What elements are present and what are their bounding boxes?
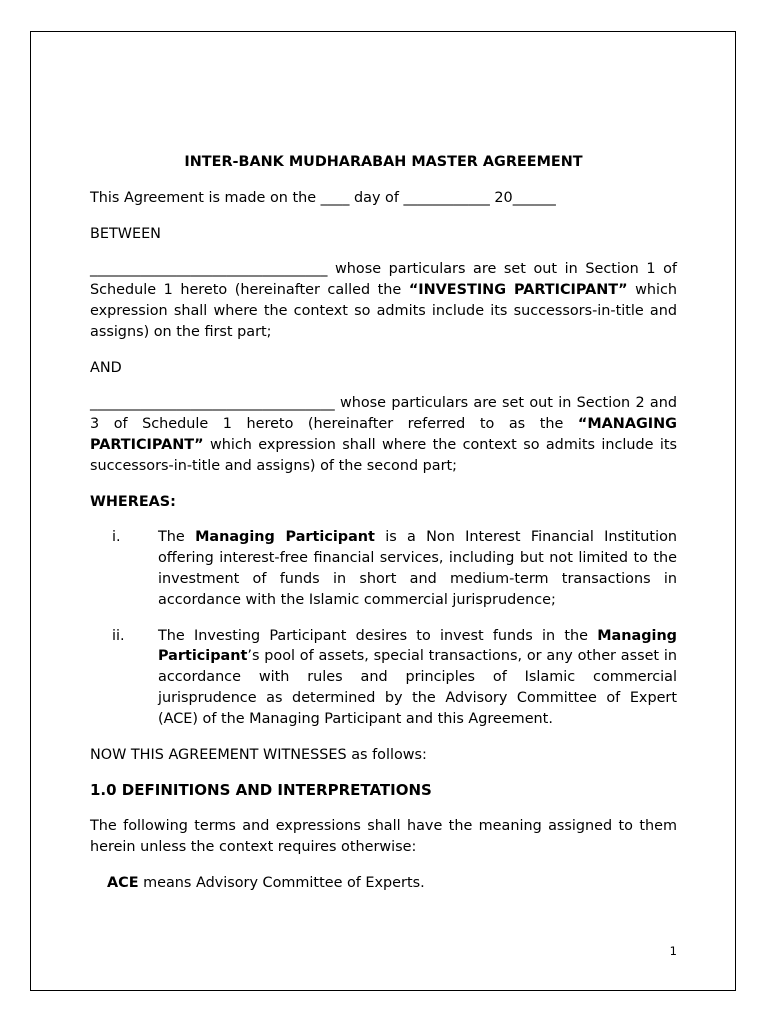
recital-bold-term: Managing Participant (158, 627, 677, 665)
definition-item (90, 873, 677, 894)
recital-number: ii. (112, 627, 125, 644)
party-1-text-a: whose particulars are set out in Section 1 of Schedule 1 hereto (hereinafter called the (90, 261, 677, 299)
party-2-blank: __________________________________ (90, 395, 335, 412)
party-1-defined-term: “INVESTING PARTICIPANT” (408, 282, 628, 299)
opening-line: This Agreement is made on the ____ day of ____________ 20______ (90, 189, 556, 206)
and-label: AND (90, 359, 122, 376)
recital-bold-term: Managing Participant (195, 529, 375, 546)
between-label: BETWEEN (90, 225, 161, 242)
recital-text-pre: The Investing Participant desires to invest funds in the (158, 627, 598, 644)
section-heading: 1.0 DEFINITIONS AND INTERPRETATIONS (90, 781, 432, 800)
document-title: INTER-BANK MUDHARABAH MASTER AGREEMENT (184, 154, 583, 170)
recital-item (90, 626, 677, 730)
definition-meaning: means Advisory Committee of Experts. (138, 874, 425, 891)
document-page (30, 31, 736, 991)
party-1-paragraph (90, 259, 677, 342)
definition-term: ACE (107, 874, 139, 891)
party-2-text-b: which expression shall where the context so admits include its successors-in-title and assigns) of the second part; (90, 436, 677, 474)
witnesses-line: NOW THIS AGREEMENT WITNESSES as follows: (90, 746, 427, 763)
recital-text-pre: The (158, 529, 196, 546)
recital-number: i. (112, 529, 121, 546)
recital-text-post: is a Non Interest Financial Institution offering interest-free financial services, including but not limited to the investment of funds in short and medium-term transactions in accordance with the Islamic commercial jurisprudence; (158, 529, 677, 608)
whereas-heading: WHEREAS: (90, 493, 176, 510)
recital-text-post: ’s pool of assets, special transactions, or any other asset in accordance with rules and principles of Islamic commercial jurisprudence as determined by the Advisory Committee of Expert (ACE) of the Managing Participant and this Agreement. (158, 648, 677, 727)
section-intro: The following terms and expressions shall have the meaning assigned to them herein unless the context requires otherwise: (90, 818, 677, 855)
party-1-text-b: which expression shall where the context so admits include its successors-in-title and assigns) on the first part; (90, 282, 677, 340)
recital-item (90, 527, 677, 610)
party-2-paragraph (90, 393, 677, 476)
party-2-defined-term: “MANAGING PARTICIPANT” (90, 416, 677, 453)
document-body (90, 152, 677, 894)
party-2-text-a: whose particulars are set out in Section 2 and 3 of Schedule 1 hereto (hereinafter referred to as the (90, 395, 677, 433)
party-1-blank: _________________________________ (90, 261, 328, 278)
page-number: 1 (669, 944, 677, 958)
